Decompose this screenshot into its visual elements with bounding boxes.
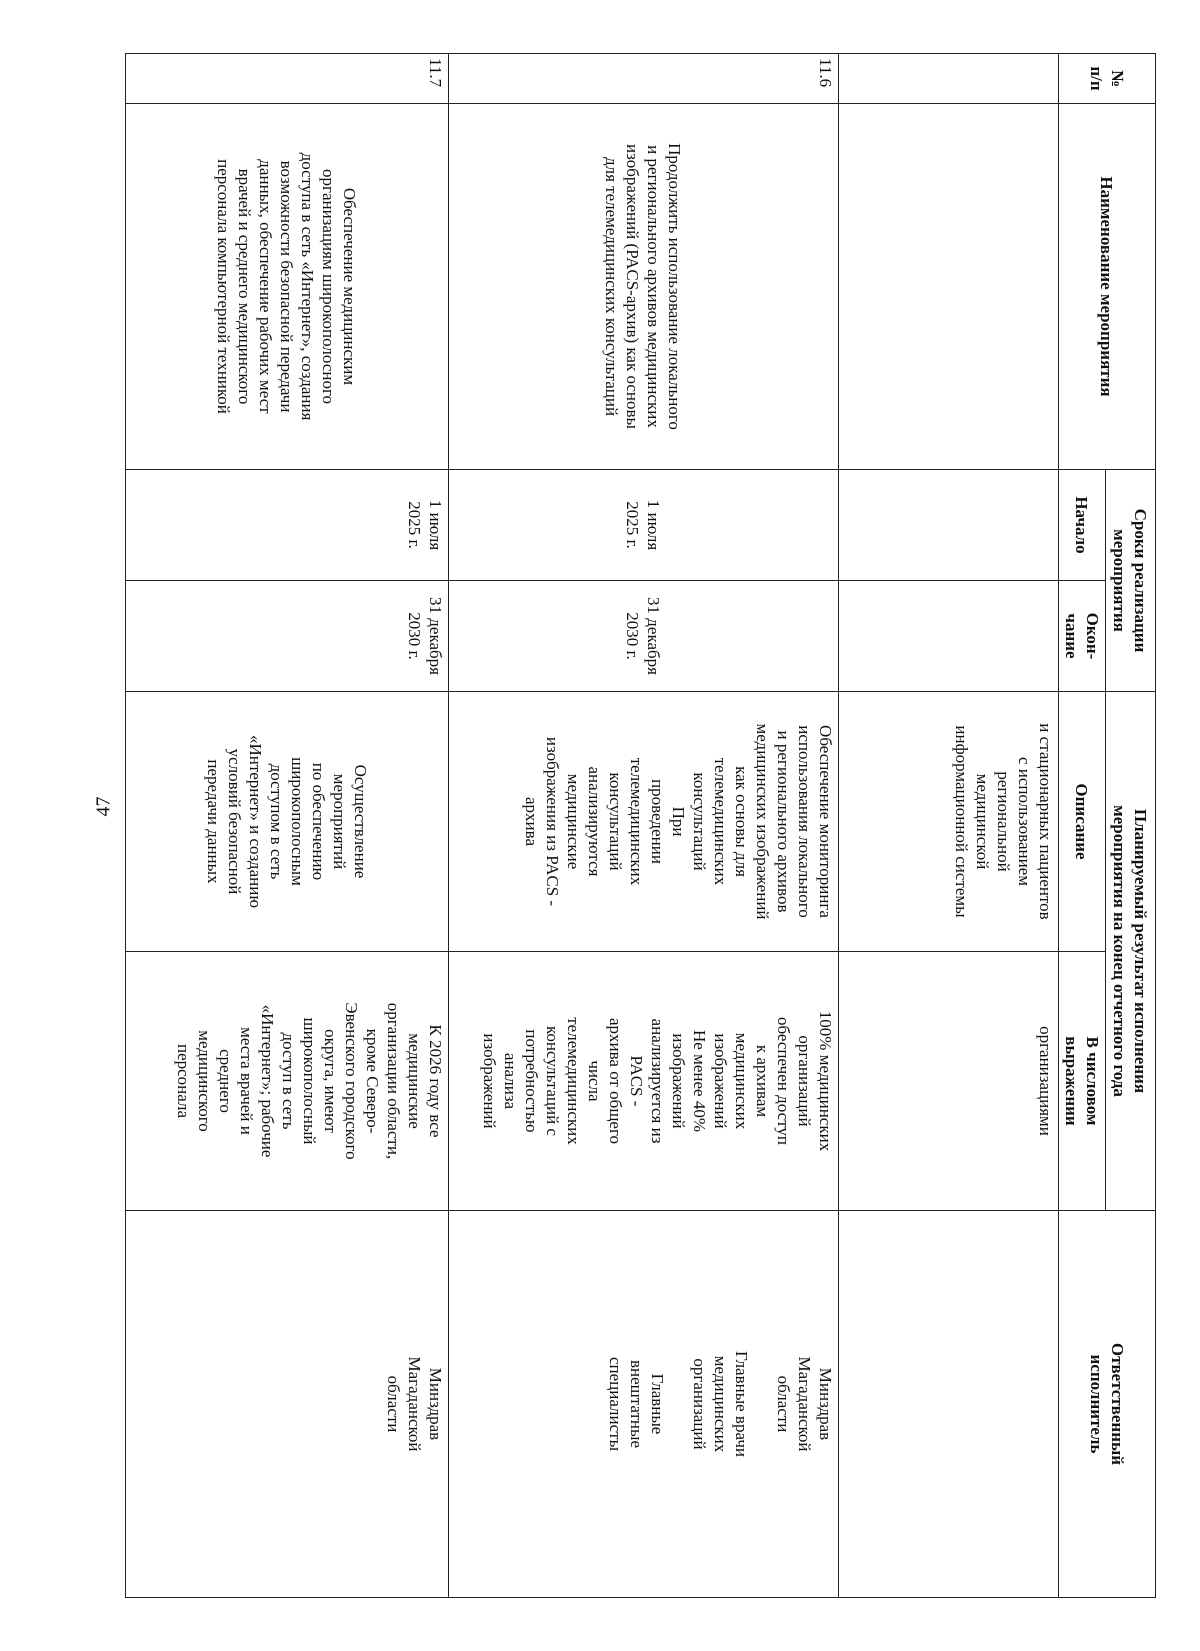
row-responsible <box>839 1211 1059 1598</box>
page-number: 47 <box>92 796 115 817</box>
row-num: 11.6 <box>449 54 839 104</box>
header-description: Описание <box>1059 692 1106 952</box>
header-responsible: Ответственный исполнитель <box>1059 1211 1156 1598</box>
row-end <box>839 581 1059 692</box>
row-responsible: Минздрав Магаданской области Главные врачи медицинских организаций Главные внештатные специалисты <box>449 1211 839 1598</box>
row-name: Обеспечение медицинским организациям широкополосного доступа в сеть «Интернет», создания возможности безопасной передачи данных, обеспечение рабочих мест врачей и среднего медицинского персонала компьютерной техникой <box>126 104 449 470</box>
header-result: Планируемый результат исполнения мероприятия на конец отчетного года <box>1106 692 1156 1211</box>
table-row <box>126 54 449 1598</box>
header-start: Начало <box>1059 470 1106 581</box>
row-start: 1 июля 2025 г. <box>126 470 449 581</box>
row-description: Осуществление мероприятий по обеспечению широкополосным доступом в сеть «Интернет» и созданию условий безопасной передачи данных <box>126 692 449 952</box>
row-end: 31 декабря 2030 г. <box>449 581 839 692</box>
header-terms: Сроки реализации мероприятия <box>1106 470 1156 692</box>
row-description: Обеспечение мониторинга использования локального и регионального архивов медицинских изображений как основы для телемедицинских консультаций При проведении телемедицинских консультаций анализируются медицинские изображения из PACS - архива <box>449 692 839 952</box>
row-num: 11.7 <box>126 54 449 104</box>
measures-table <box>125 53 1156 1598</box>
row-name: Продолжить использование локального и регионального архивов медицинских изображений (PACS-архив) как основы для телемедицинских консультаций <box>449 104 839 470</box>
row-end: 31 декабря 2030 г. <box>126 581 449 692</box>
header-end: Окон- чание <box>1059 581 1106 692</box>
header-row-1 <box>1106 54 1156 1598</box>
row-responsible: Минздрав Магаданской области <box>126 1211 449 1598</box>
row-name <box>839 104 1059 470</box>
row-numeric: К 2026 году все медицинские организации области, кроме Северо- Эвенского городского округа, имеют широкополосный доступ в сеть «Интернет»; рабочие места врачей и среднего медицинского персонала <box>126 952 449 1211</box>
row-numeric: 100% медицинских организаций обеспечен доступ к архивам медицинских изображений Не менее 40% изображений анализируется из PACS - архива от общего числа телемедицинских консультаций с потребностью анализа изображений <box>449 952 839 1211</box>
table-row <box>839 54 1059 1598</box>
row-description: и стационарных пациентов с использованием региональной медицинской информационной системы <box>839 692 1059 952</box>
row-num <box>839 54 1059 104</box>
header-num: № п/п <box>1059 54 1156 104</box>
row-start: 1 июля 2025 г. <box>449 470 839 581</box>
rotated-table-container <box>128 53 1156 1597</box>
header-numeric: В числовом выражении <box>1059 952 1106 1211</box>
table-row <box>449 54 839 1598</box>
row-numeric: организациями <box>839 952 1059 1211</box>
header-name: Наименование мероприятия <box>1059 104 1156 470</box>
row-start <box>839 470 1059 581</box>
